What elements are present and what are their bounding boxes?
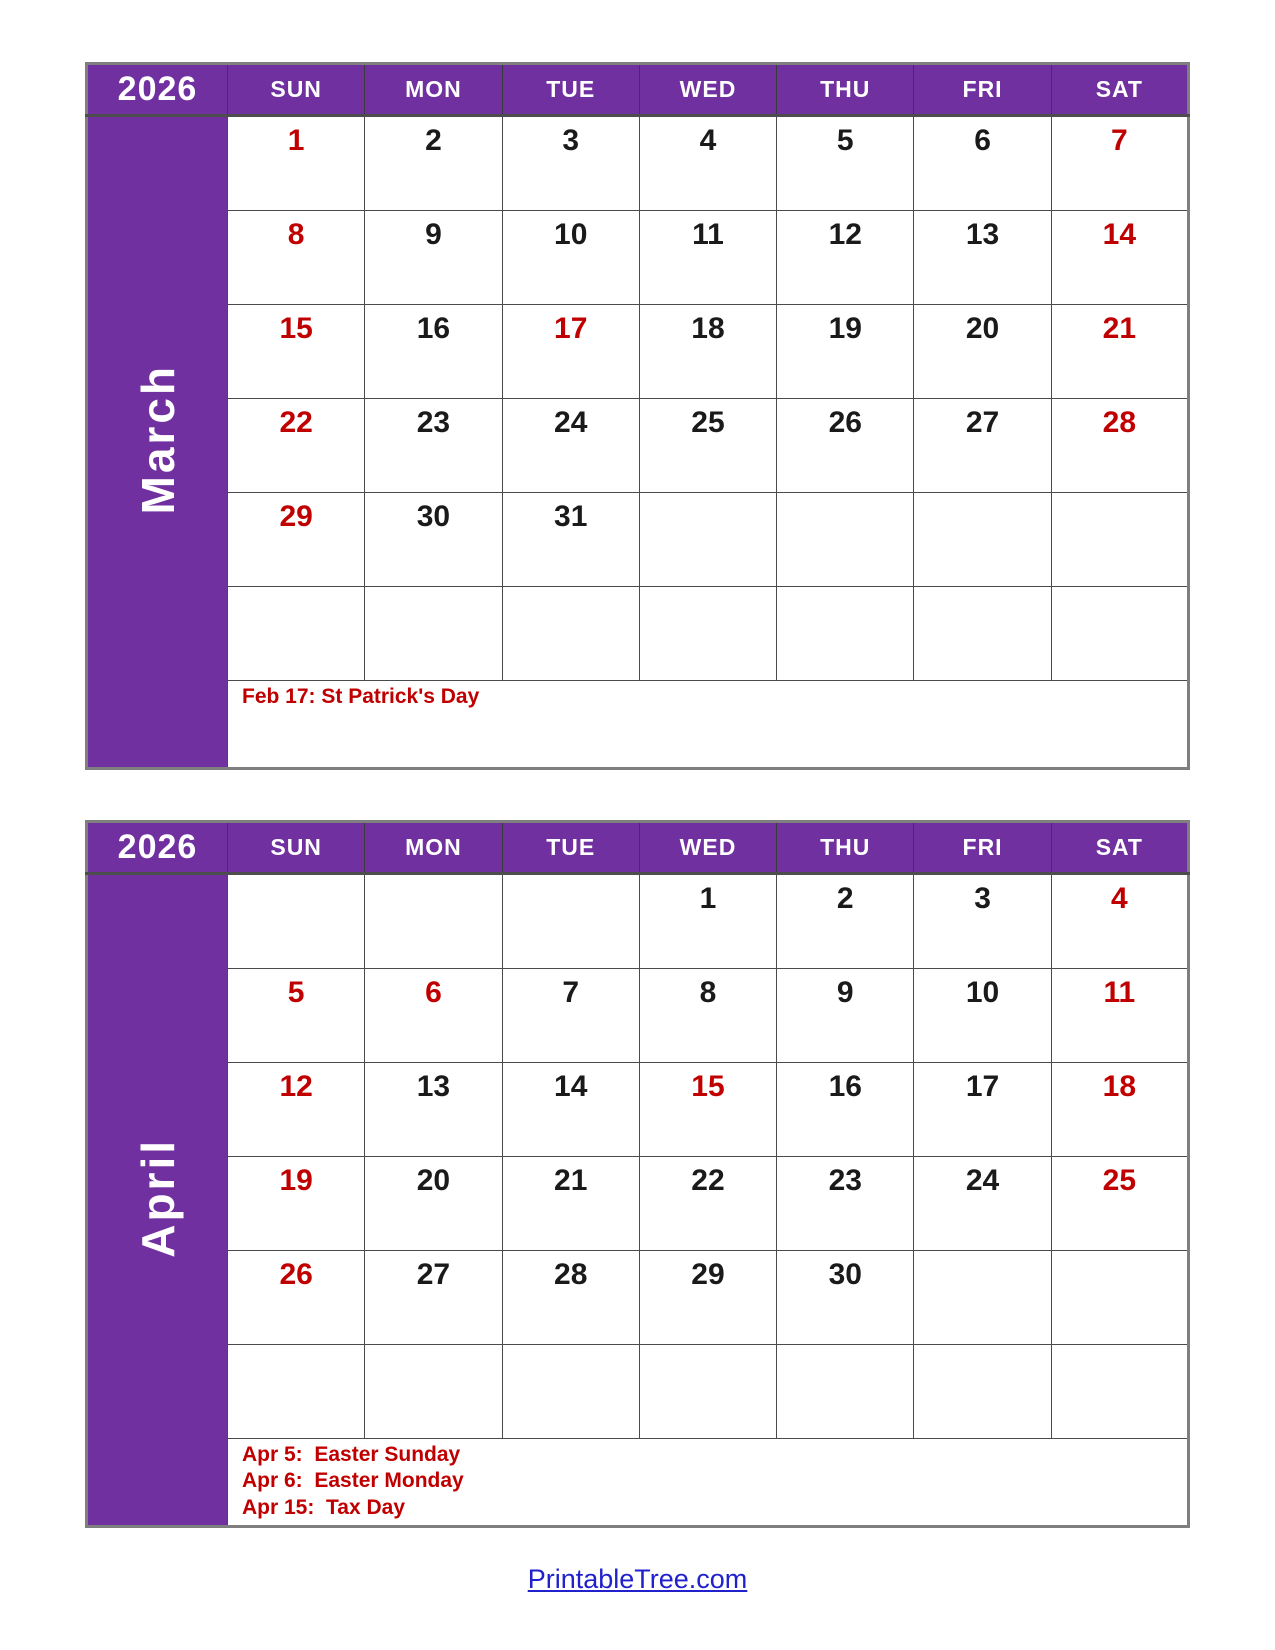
- date-cell-empty: [1051, 587, 1188, 681]
- date-cell-march-6: 6: [914, 116, 1051, 211]
- holiday-note: Apr 6: Easter Monday: [242, 1469, 464, 1493]
- date-cell-april-17: 17: [914, 1063, 1051, 1157]
- month-label-march: March: [131, 364, 184, 515]
- date-cell-empty: [914, 493, 1051, 587]
- date-cell-march-31: 31: [502, 493, 639, 587]
- date-cell-empty: [777, 1345, 914, 1439]
- date-cell-march-12: 12: [777, 211, 914, 305]
- date-cell-empty: [777, 493, 914, 587]
- month-sidebar-march: [87, 116, 228, 769]
- date-cell-march-16: 16: [365, 305, 502, 399]
- weekday-header-sat: SAT: [1051, 822, 1188, 874]
- holiday-notes-april: [228, 1439, 1189, 1527]
- date-cell-empty: [365, 874, 502, 969]
- week-row: [87, 493, 1189, 587]
- date-cell-april-23: 23: [777, 1157, 914, 1251]
- date-cell-empty: [639, 493, 776, 587]
- week-row: [87, 1157, 1189, 1251]
- date-cell-empty: [502, 874, 639, 969]
- date-cell-march-25: 25: [639, 399, 776, 493]
- date-cell-march-23: 23: [365, 399, 502, 493]
- date-cell-march-11: 11: [639, 211, 776, 305]
- site-footer: [0, 1564, 1275, 1595]
- date-cell-empty: [914, 587, 1051, 681]
- date-cell-april-12: 12: [228, 1063, 365, 1157]
- date-cell-march-3: 3: [502, 116, 639, 211]
- date-cell-empty: [639, 587, 776, 681]
- weekday-header-mon: MON: [365, 822, 502, 874]
- week-row: [87, 1063, 1189, 1157]
- date-cell-empty: [365, 1345, 502, 1439]
- date-cell-empty: [639, 1345, 776, 1439]
- date-cell-april-22: 22: [639, 1157, 776, 1251]
- year-label: 2026: [87, 64, 228, 116]
- date-cell-march-13: 13: [914, 211, 1051, 305]
- date-cell-march-24: 24: [502, 399, 639, 493]
- date-cell-march-27: 27: [914, 399, 1051, 493]
- date-cell-april-16: 16: [777, 1063, 914, 1157]
- date-cell-april-26: 26: [228, 1251, 365, 1345]
- date-cell-march-7: 7: [1051, 116, 1188, 211]
- week-row: [87, 211, 1189, 305]
- date-cell-empty: [365, 587, 502, 681]
- date-cell-empty: [1051, 1345, 1188, 1439]
- date-cell-april-5: 5: [228, 969, 365, 1063]
- date-cell-april-14: 14: [502, 1063, 639, 1157]
- date-cell-april-7: 7: [502, 969, 639, 1063]
- week-row: [87, 1251, 1189, 1345]
- week-row: [87, 874, 1189, 969]
- calendar-table-april: [85, 820, 1190, 1528]
- date-cell-march-18: 18: [639, 305, 776, 399]
- week-row: [87, 587, 1189, 681]
- year-label: 2026: [87, 822, 228, 874]
- date-cell-april-15: 15: [639, 1063, 776, 1157]
- weekday-header-thu: THU: [777, 64, 914, 116]
- date-cell-march-29: 29: [228, 493, 365, 587]
- date-cell-april-6: 6: [365, 969, 502, 1063]
- date-cell-march-28: 28: [1051, 399, 1188, 493]
- date-cell-march-1: 1: [228, 116, 365, 211]
- date-cell-march-30: 30: [365, 493, 502, 587]
- date-cell-april-1: 1: [639, 874, 776, 969]
- date-cell-march-10: 10: [502, 211, 639, 305]
- holiday-notes-march: [228, 681, 1189, 769]
- date-cell-empty: [228, 587, 365, 681]
- date-cell-april-25: 25: [1051, 1157, 1188, 1251]
- date-cell-april-8: 8: [639, 969, 776, 1063]
- holiday-row: [87, 681, 1189, 769]
- date-cell-april-30: 30: [777, 1251, 914, 1345]
- date-cell-empty: [777, 587, 914, 681]
- weekday-header-mon: MON: [365, 64, 502, 116]
- date-cell-april-10: 10: [914, 969, 1051, 1063]
- date-cell-april-2: 2: [777, 874, 914, 969]
- printabletree-link[interactable]: PrintableTree.com: [527, 1564, 748, 1594]
- weekday-header-tue: TUE: [502, 64, 639, 116]
- weekday-header-row: [87, 64, 1189, 116]
- weekday-header-thu: THU: [777, 822, 914, 874]
- weekday-header-fri: FRI: [914, 64, 1051, 116]
- date-cell-march-15: 15: [228, 305, 365, 399]
- week-row: [87, 969, 1189, 1063]
- date-cell-march-8: 8: [228, 211, 365, 305]
- date-cell-april-20: 20: [365, 1157, 502, 1251]
- date-cell-march-14: 14: [1051, 211, 1188, 305]
- date-cell-march-17: 17: [502, 305, 639, 399]
- date-cell-march-4: 4: [639, 116, 776, 211]
- holiday-note: Apr 15: Tax Day: [242, 1495, 406, 1519]
- date-cell-empty: [502, 1345, 639, 1439]
- date-cell-april-29: 29: [639, 1251, 776, 1345]
- week-row: [87, 305, 1189, 399]
- week-row: [87, 116, 1189, 211]
- weekday-header-sun: SUN: [228, 64, 365, 116]
- date-cell-april-18: 18: [1051, 1063, 1188, 1157]
- date-cell-empty: [914, 1251, 1051, 1345]
- weekday-header-sat: SAT: [1051, 64, 1188, 116]
- date-cell-empty: [228, 1345, 365, 1439]
- date-cell-march-26: 26: [777, 399, 914, 493]
- week-row: [87, 399, 1189, 493]
- month-sidebar-april: [87, 874, 228, 1527]
- date-cell-march-9: 9: [365, 211, 502, 305]
- holiday-row: [87, 1439, 1189, 1527]
- date-cell-march-2: 2: [365, 116, 502, 211]
- date-cell-april-11: 11: [1051, 969, 1188, 1063]
- week-row: [87, 1345, 1189, 1439]
- date-cell-empty: [228, 874, 365, 969]
- weekday-header-sun: SUN: [228, 822, 365, 874]
- date-cell-march-22: 22: [228, 399, 365, 493]
- date-cell-march-5: 5: [777, 116, 914, 211]
- date-cell-empty: [914, 1345, 1051, 1439]
- date-cell-april-21: 21: [502, 1157, 639, 1251]
- date-cell-april-13: 13: [365, 1063, 502, 1157]
- weekday-header-tue: TUE: [502, 822, 639, 874]
- date-cell-april-27: 27: [365, 1251, 502, 1345]
- date-cell-empty: [1051, 1251, 1188, 1345]
- holiday-note: Feb 17: St Patrick's Day: [242, 685, 480, 708]
- date-cell-april-19: 19: [228, 1157, 365, 1251]
- weekday-header-wed: WED: [639, 822, 776, 874]
- date-cell-empty: [502, 587, 639, 681]
- weekday-header-wed: WED: [639, 64, 776, 116]
- month-label-april: April: [131, 1137, 184, 1258]
- date-cell-april-9: 9: [777, 969, 914, 1063]
- date-cell-april-28: 28: [502, 1251, 639, 1345]
- weekday-header-fri: FRI: [914, 822, 1051, 874]
- date-cell-april-24: 24: [914, 1157, 1051, 1251]
- date-cell-march-21: 21: [1051, 305, 1188, 399]
- date-cell-empty: [1051, 493, 1188, 587]
- date-cell-april-4: 4: [1051, 874, 1188, 969]
- date-cell-march-20: 20: [914, 305, 1051, 399]
- weekday-header-row: [87, 822, 1189, 874]
- calendar-table-march: [85, 62, 1190, 770]
- holiday-note: Apr 5: Easter Sunday: [242, 1443, 461, 1466]
- date-cell-april-3: 3: [914, 874, 1051, 969]
- date-cell-march-19: 19: [777, 305, 914, 399]
